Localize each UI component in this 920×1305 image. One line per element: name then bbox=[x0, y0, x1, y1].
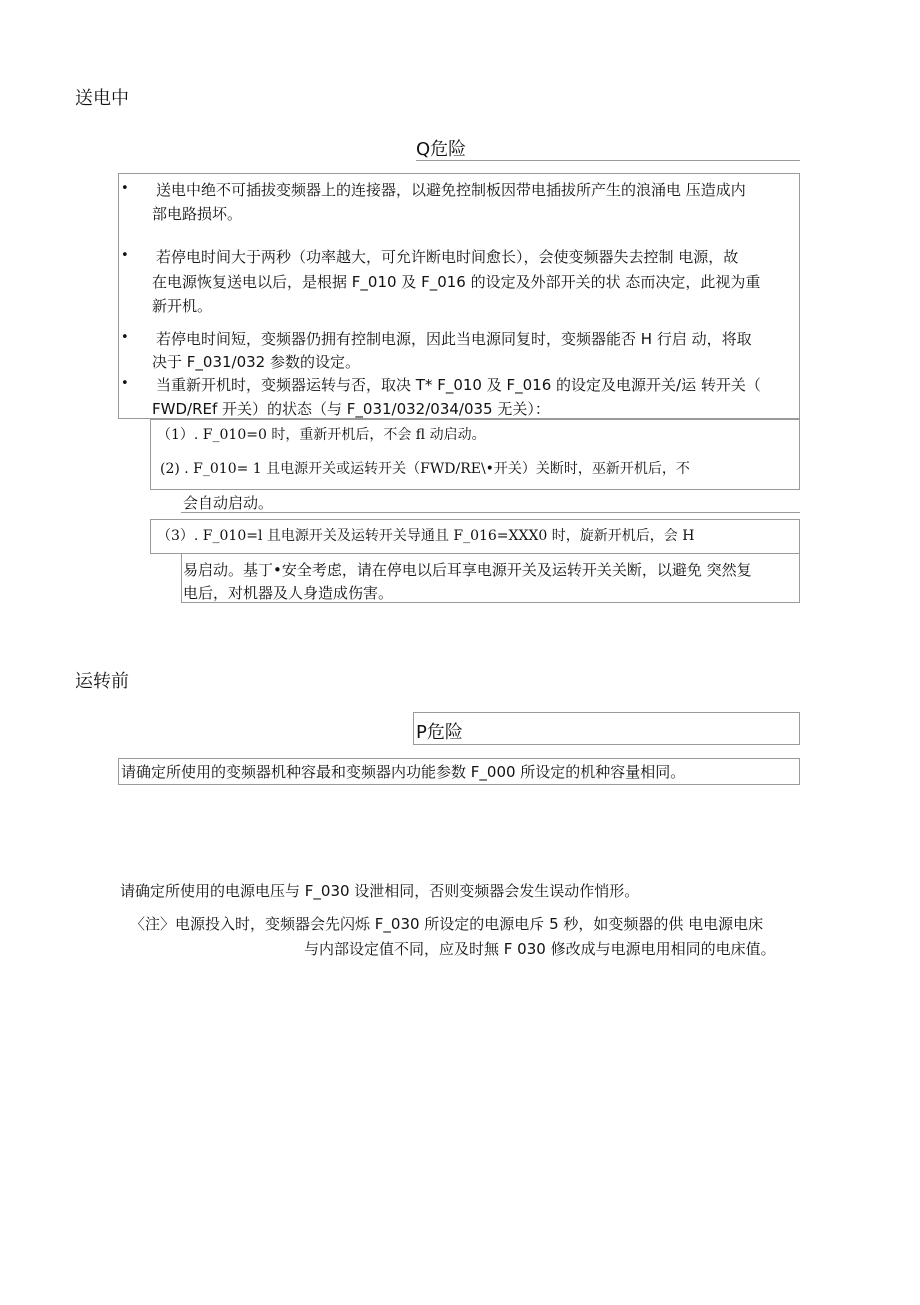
sub-item-3-line-3: 电后，对机器及人身造成伤害。 bbox=[183, 584, 394, 602]
bullet-1-line-2: 部电路损坏。 bbox=[152, 205, 243, 223]
danger-box bbox=[413, 712, 800, 745]
sub-item-2-line-1: (2) . F_010= 1 且电源开关或运转开关（FWD/RE\•开关）关断时，巫新开机后，不 bbox=[160, 461, 690, 477]
bullet-3-line-1: 若停电时间短，变频器仍拥有控制电源，因此当电源同复时，变频器能否 H 行启 动，将取 bbox=[156, 330, 752, 348]
bullet-icon: • bbox=[121, 248, 129, 263]
section-heading-powered: 送电中 bbox=[75, 88, 129, 109]
danger-label: Q危险 bbox=[416, 139, 467, 160]
capacity-text: 请确定所使用的变频器机种容最和变频器内功能参数 F_000 所设定的机种容量相同。 bbox=[121, 763, 686, 781]
note-line-1: 〈注〉电源投入时，变频器会先闪烁 F_030 所设定的电源电斥 5 秒，如变频器的供 电电源电床 bbox=[130, 915, 764, 933]
bullet-3-line-2: 决于 F_031/032 参数的设定。 bbox=[152, 353, 360, 371]
bullet-2-line-3: 新开机。 bbox=[152, 297, 213, 315]
bullet-4-line-2: FWD/REf 开关）的状态（与 F_031/032/034/035 无关）： bbox=[152, 400, 550, 418]
note-line-2: 与内部设定值不同，应及时無 F 030 修改成与电源电用相同的电床值。 bbox=[304, 940, 776, 958]
sub-item-3-line-1: （3）. F_010=l 且电源开关及运转开关导通且 F_016=XXX0 时，旋新开机后，会 H bbox=[157, 528, 695, 544]
danger-label: P危险 bbox=[416, 722, 463, 743]
bullet-2-line-1: 若停电时间大于两秒（功率越大，可允许断电时间愈长），会使变频器失去控制 电源，故 bbox=[156, 248, 739, 266]
bullet-icon: • bbox=[121, 181, 129, 196]
section-heading-before-run: 运转前 bbox=[75, 671, 129, 692]
bullet-2-line-2: 在电源恢复送电以后，是根据 F_010 及 F_016 的设定及外部开关的状 态而决定，此视为重 bbox=[152, 273, 761, 291]
sub-item-2-line-2: 会自动启动。 bbox=[183, 494, 274, 512]
bullet-icon: • bbox=[121, 330, 129, 345]
voltage-paragraph: 请确定所使用的电源电压与 F_030 设泄相同，否则变频器会发生误动作悄形。 bbox=[120, 882, 640, 900]
divider bbox=[181, 512, 800, 513]
sub-item-1: （1）. F_010=0 时，重新开机后，不会 fl 动启动。 bbox=[157, 427, 486, 443]
sub-item-3-line-2: 易启动。基丁•安全考虑，请在停电以后耳享电源开关及运转开关关断，以避免 突然复 bbox=[183, 561, 752, 579]
bullet-4-line-1: 当重新开机时，变频器运转与否，取决 T* F_010 及 F_016 的设定及电源开关/运 转开关（ bbox=[156, 376, 761, 394]
bullet-1-line-1: 送电中绝不可插拔变频器上的连接器，以避免控制板因带电插拔所产生的浪涌电 压造成内 bbox=[156, 181, 746, 199]
danger-underline bbox=[416, 160, 800, 161]
bullet-icon: • bbox=[121, 376, 129, 391]
